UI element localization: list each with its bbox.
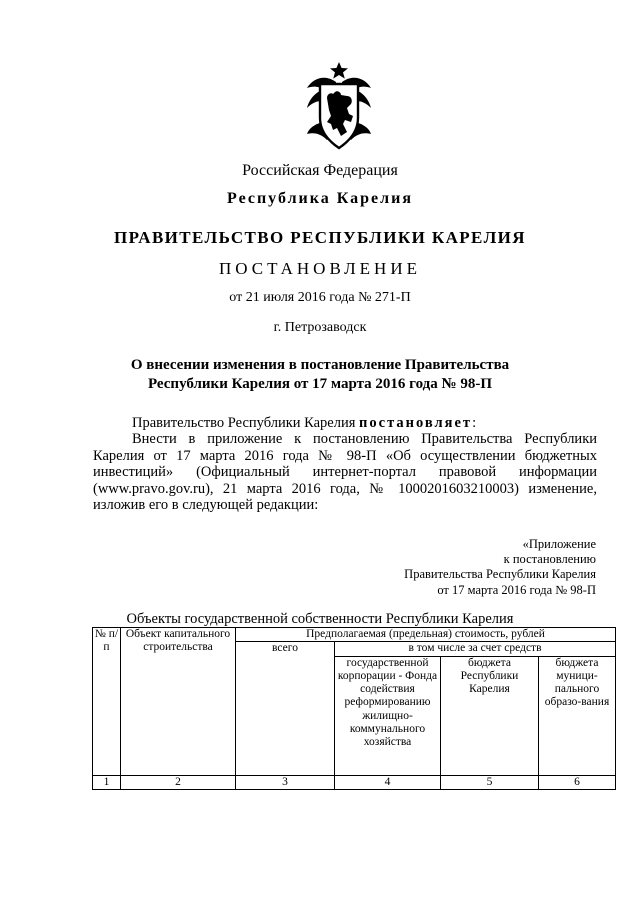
annex-header [404, 537, 596, 598]
annex-line-2: к постановлению [503, 552, 596, 567]
header-total: всего [236, 642, 335, 775]
header-including: в том числе за счет средств [335, 642, 616, 656]
subject-line-1: О внесении изменения в постановление Правительства [130, 357, 510, 373]
header-corporation: государственной корпорации - Фонда содействия реформированию жилищно-коммунального хозяйства [335, 656, 441, 775]
header-cost: Предполагаемая (предельная) стоимость, рублей [236, 628, 616, 642]
government-title: ПРАВИТЕЛЬСТВО РЕСПУБЛИКИ КАРЕЛИЯ [114, 228, 526, 247]
header-num: № п/п [93, 628, 121, 776]
numbering-cell: 4 [335, 775, 441, 789]
star-shape [330, 62, 348, 79]
annex-line-4: от 17 марта 2016 года № 98-П [437, 582, 596, 597]
objects-table [92, 627, 616, 790]
document-type: ПОСТАНОВЛЕНИЕ [218, 259, 421, 278]
annex-line-3: Правительства Республики Карелия [404, 567, 596, 582]
resolution-intro [93, 415, 597, 431]
document-body [93, 415, 597, 513]
country-name: Российская Федерация [242, 162, 398, 179]
numbering-cell: 3 [236, 775, 335, 789]
numbering-cell: 2 [121, 775, 236, 789]
document-date-number: от 21 июля 2016 года № 271-П [229, 290, 411, 305]
table-title: Объекты государственной собственности Республики Карелия [126, 611, 514, 627]
header-object: Объект капитального строительства [121, 628, 236, 776]
document-city: г. Петрозаводск [273, 320, 367, 335]
annex-line-1: «Приложение [522, 537, 596, 551]
resolves-word: постановляет [359, 415, 473, 431]
document-subject [0, 356, 640, 394]
header-budget-republic: бюджета Республики Карелия [441, 656, 539, 775]
resolution-paragraph: Внести в приложение к постановлению Правительства Республики Карелия от 17 марта 2016 года № 98-П «Об осуществлении бюджетных инвестиций» (Официальный интернет-портал правовой информации (www.pravo.gov.ru), 21 марта 2016 года, № 1000201603210003) изменение, изложив его в следующей редакции: [93, 431, 597, 514]
republic-name: Республика Карелия [227, 190, 413, 207]
numbering-cell: 5 [441, 775, 539, 789]
numbering-cell: 6 [539, 775, 616, 789]
coat-of-arms-emblem [303, 62, 375, 150]
intro-text: Правительство Республики Карелия [132, 415, 356, 431]
header-budget-municipal: бюджета муници-пального образо-вания [539, 656, 616, 775]
numbering-row [93, 775, 616, 789]
subject-line-2: Республики Карелия от 17 марта 2016 года № 98-П [147, 376, 493, 392]
intro-colon: : [472, 415, 477, 431]
numbering-cell: 1 [93, 775, 121, 789]
